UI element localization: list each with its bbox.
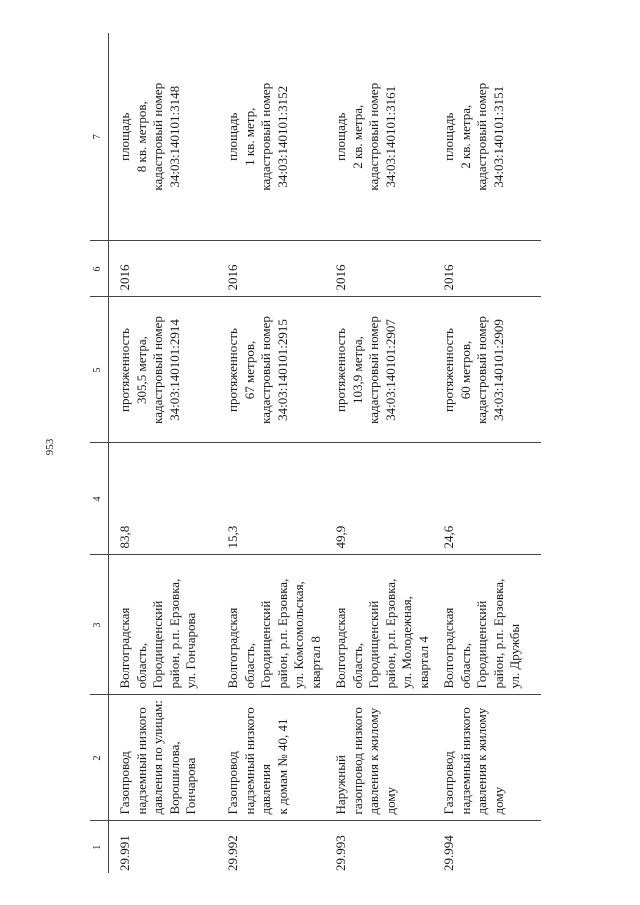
table-row	[325, 33, 433, 873]
object-characteristics: протяженность 60 метров, кадастровый номер 34:03:140101:2909	[433, 297, 541, 443]
column-header: 3	[90, 555, 109, 695]
object-characteristics: протяженность 103,9 метра, кадастровый номер 34:03:140101:2907	[325, 297, 433, 443]
object-address: Волгоградская область, Городищенский район, р.п. Ерзовка, ул. Гончарова	[109, 555, 218, 695]
land-plot-info: площадь 8 кв. метров, кадастровый номер 34:03:140101:3148	[109, 33, 218, 241]
column-header: 5	[90, 297, 109, 443]
land-plot-info: площадь 2 кв. метра, кадастровый номер 34:03:140101:3151	[433, 33, 541, 241]
object-characteristics: протяженность 305,5 метра, кадастровый номер 34:03:140101:2914	[109, 297, 218, 443]
object-value: 49,9	[325, 443, 433, 555]
row-number: 29.994	[441, 835, 456, 871]
table-row	[433, 33, 541, 873]
land-plot-info: площадь 2 кв. метра, кадастровый номер 34:03:140101:3161	[325, 33, 433, 241]
header-row	[90, 33, 109, 873]
object-characteristics: протяженность 67 метров, кадастровый номер 34:03:140101:2915	[217, 297, 325, 443]
row-number: 29.991	[117, 835, 132, 871]
object-name: Газопровод надземный низкого давления к домам № 40, 41	[217, 695, 325, 821]
object-address: Волгоградская область, Городищенский район, р.п. Ерзовка, ул. Комсомольская, квартал 8	[217, 555, 325, 695]
land-plot-info: площадь 1 кв. метр, кадастровый номер 34:03:140101:3152	[217, 33, 325, 241]
object-name: Газопровод надземный низкого давления к жилому дому	[433, 695, 541, 821]
object-name: Газопровод надземный низкого давления по улицам: Ворошилова, Гончарова	[109, 695, 218, 821]
object-value: 15,3	[217, 443, 325, 555]
column-header: 7	[90, 33, 109, 241]
property-table	[90, 33, 541, 873]
object-name: Наружный газопровод низкого давления к жилому дому	[325, 695, 433, 821]
column-header: 4	[90, 443, 109, 555]
row-number: 29.993	[333, 835, 348, 871]
object-value: 24,6	[433, 443, 541, 555]
column-header: 6	[90, 241, 109, 297]
object-year: 2016	[433, 241, 541, 297]
table-row	[217, 33, 325, 873]
object-year: 2016	[109, 241, 218, 297]
table-row	[109, 33, 218, 873]
object-year: 2016	[325, 241, 433, 297]
rotated-table-container	[90, 33, 550, 873]
object-address: Волгоградская область, Городищенский район, р.п. Ерзовка, ул. Дружбы	[433, 555, 541, 695]
column-header: 2	[90, 695, 109, 821]
object-year: 2016	[217, 241, 325, 297]
object-address: Волгоградская область, Городищенский район, р.п. Ерзовка, ул. Молодежная, квартал 4	[325, 555, 433, 695]
object-value: 83,8	[109, 443, 218, 555]
page-number: 953	[44, 438, 56, 456]
row-number: 29.992	[225, 835, 240, 871]
column-header: 1	[90, 821, 109, 873]
